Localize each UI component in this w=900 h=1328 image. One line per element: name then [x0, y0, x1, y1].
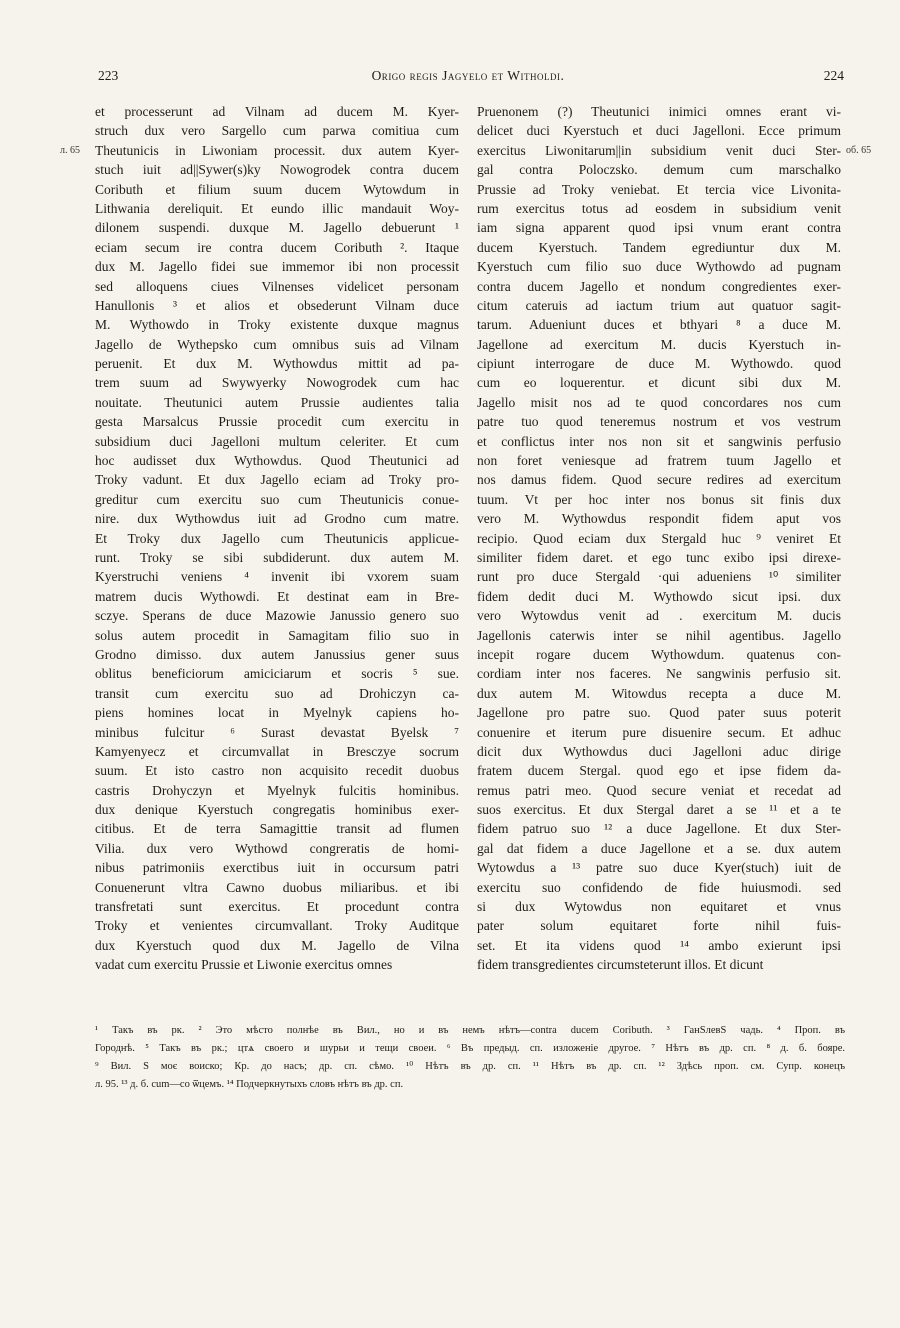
text-line: oblitus beneficiorum amiciciarum et socris ⁵ sue.	[95, 666, 459, 682]
text-line: patre tuo quod teneremus nostrum et vos vestrum	[477, 414, 841, 430]
text-line: fidem patruo suo ¹² a duce Jagellone. Et dux Ster-	[477, 821, 841, 837]
text-line: vadat cum exercitu Prussie et Liwonie exercitus omnes	[95, 957, 393, 973]
text-line: Hanullonis ³ et alios et obsederunt Vilnam duce	[95, 297, 459, 313]
text-line: greditur cum exercitu suo cum Theutunicis conue-	[95, 491, 459, 507]
text-line: Et Troky dux Jagello cum Theutunicis applicue-	[95, 530, 459, 546]
running-title: Origo regis Jagyelo et Witholdi.	[371, 68, 565, 83]
text-line: exercitu suo confidendo de fide huiusmodi. sed	[477, 879, 841, 895]
text-line: gal contra Poloczsko. demum cum marschalko	[477, 162, 841, 178]
text-line: struch dux vero Sargello cum parwa comitiua cum	[95, 123, 459, 139]
text-line: Troky et venientes circumvallant. Troky Auditque	[95, 918, 459, 934]
margin-note-right: об. 65	[846, 145, 872, 156]
text-line: eciam secum ire contra ducem Coributh ². Itaque	[95, 239, 459, 255]
text-line: suos exercitus. Et dux Stergal daret a se ¹¹ et a te	[477, 802, 841, 818]
text-line: nire. dux Wythowdus iuit ad Grodno cum matre.	[95, 511, 459, 527]
text-line: sed alloquens ciues Vilnenses videlicet personam	[95, 278, 459, 294]
text-line: recipio. Quod eciam dux Stergald huc ⁹ veniret Et	[477, 530, 841, 546]
footnote-line: ⁹ Вил. Ѕ моє воиско; Кр. до насъ; др. сп. сѣмо. ¹⁰ Нѣтъ въ др. сп. ¹¹ Нѣтъ въ др. сп. ¹² Здѣсь проп. см. Супр. конецъ	[95, 1061, 845, 1072]
text-line: nibus patrimoniis exerctibus iuit in occursum patri	[95, 860, 459, 876]
text-line: fratem ducem Stergal. quod ego et ipse fidem da-	[477, 763, 841, 779]
text-line: nos damus fidem. Quod secure redires ad exercitum	[477, 472, 841, 488]
page-number-left: 223	[98, 68, 119, 83]
right-text-column	[477, 102, 841, 975]
text-line: tuum. Vt per hoc inter nos bonus sit finis dux	[477, 491, 841, 507]
text-line: minibus fulcitur ⁶ Surast devastat Byelsk ⁷	[95, 724, 459, 740]
text-line: Troky vadunt. Et dux Jagello eciam ad Troky pro-	[95, 472, 459, 488]
text-line: exercitus Liwonitarum||in subsidium venit duci Ster-	[477, 142, 841, 158]
footnotes	[95, 1022, 845, 1094]
text-line: rum exercitus totus ad eosdem in subsidium venit	[477, 200, 841, 216]
text-line: Lithwania dereliquit. Et eundo illic mandauit Woy-	[95, 200, 459, 216]
text-line: cipiunt interrogare de duce M. Wythowdo. quod	[477, 356, 841, 372]
text-line: vero M. Wythowdus respondit fidem aput vos	[477, 511, 841, 527]
text-line: dux denique Kyerstuch congregatis hominibus exer-	[95, 802, 459, 818]
text-line: transit cum exercitu suo ad Drohiczyn ca-	[95, 685, 459, 701]
text-line: fidem dedit duci M. Wythowdo sicut ipsi. dux	[477, 588, 841, 604]
page-number-right: 224	[823, 68, 844, 83]
footnote-line: Городнѣ. ⁵ Такъ въ рк.; цтѧ своего и шурьи и тещи своеи. ⁶ Въ предыд. сп. изложеніе другое. ⁷ Нѣтъ въ др. сп. ⁸ д. б. бояре.	[95, 1043, 845, 1054]
text-line: dilonem suspendi. duxque M. Jagello debuerunt ¹	[95, 220, 459, 236]
text-line: sczye. Sperans de duce Mazowie Janussio genero suo	[95, 608, 459, 624]
text-line: peruenit. Et dux M. Wythowdus mittit ad pa-	[95, 356, 459, 372]
text-line: Prussie ad Troky veniebat. Et tercia vice Livonita-	[477, 181, 841, 197]
text-line: pater solum equitaret forte nihil fuis-	[477, 918, 841, 934]
text-line: transfretati sunt exercitus. Et procedunt contra	[95, 899, 459, 915]
text-line: tarum. Adueniunt duces et bthyari ⁸ a duce M.	[477, 317, 841, 333]
text-line: suum. Et isto castro non acquisito recedit duobus	[95, 763, 459, 779]
text-line: gal dat fidem a duce Jagellone et a se. dux autem	[477, 840, 841, 856]
text-line: piens homines locat in Myelnyk capiens ho-	[95, 705, 459, 721]
text-line: et processerunt ad Vilnam ad ducem M. Kyer-	[95, 104, 459, 119]
text-line: cum eo loquerentur. et dicunt sibi dux M.	[477, 375, 841, 391]
text-line: castris Drohyczyn et Myelnyk fulcitis hominibus.	[95, 782, 459, 798]
text-line: gesta Marsalcus Prussie procedit cum exercitu in	[95, 414, 459, 430]
text-line: similiter fidem daret. et ego tunc exibo ipsi direxe-	[477, 549, 841, 565]
footnote-line: л. 95. ¹³ д. б. cum—со ѿцемъ. ¹⁴ Подчеркнутыхъ словъ нѣтъ въ др. сп.	[95, 1079, 404, 1090]
text-line: solus autem procedit in Samagitam filio suo in	[95, 627, 459, 643]
margin-note-left: л. 65	[60, 145, 80, 156]
footnote-line: ¹ Такъ въ рк. ² Это мѣсто полнѣе въ Вил., но и въ немъ нѣтъ—contra ducem Coributh. ³ ГанЅлевЅ чадь. ⁴ Проп. въ	[95, 1025, 845, 1036]
text-line: Coributh et filium suum ducem Wytowdum in	[95, 181, 459, 197]
text-line: Jagello de Wythepsko cum omnibus suis ad Vilnam	[95, 336, 459, 352]
text-line: Theutunicis in Liwoniam processit. dux autem Kyer-	[95, 142, 459, 158]
text-line: Grodno dimisso. dux autem Janussius gener suus	[95, 646, 459, 662]
text-line: citibus. Et de terra Samagittie transit ad flumen	[95, 821, 459, 837]
text-line: Wytowdus a ¹³ patre suo duce Kyer(stuch) iuit de	[477, 860, 841, 876]
text-line: incepit rogare ducem Wythowdum. quatenus con-	[477, 646, 841, 662]
text-line: Jagellone ad exercitum M. ducis Kyerstuch in-	[477, 336, 841, 352]
text-line: cordiam inter nos faceres. Ne sangwinis perfusio sit.	[477, 666, 841, 682]
text-line: fidem transgredientes circumsteterunt illos. Et dicunt	[477, 957, 764, 973]
text-line: Kyerstruchi veniens ⁴ invenit ibi vxorem suam	[95, 569, 459, 585]
text-line: citum cateruis ad iactum trium aut quatuor sagit-	[477, 297, 841, 313]
text-line: Jagellone pro patre suo. Quod pater suus poterit	[477, 705, 841, 721]
text-line: matrem ducis Wythowdi. Et destinat eam in Bre-	[95, 588, 459, 604]
text-line: dux Kyerstuch quod dux M. Jagello de Vilna	[95, 937, 459, 953]
text-line: runt pro duce Stergald ·qui adueniens ¹⁰ similiter	[477, 569, 841, 585]
text-line: trem suum ad Swywyerky Nowogrodek cum hac	[95, 375, 459, 391]
text-line: dicit dux Wythowdus duci Jagelloni aduc dirige	[477, 743, 841, 759]
text-line: contra ducem Jagello et nondum congredientes exer-	[477, 278, 841, 294]
text-line: nouitate. Theutunici autem Prussie audientes talia	[95, 394, 459, 410]
text-line: set. Et ita videns quod ¹⁴ ambo exierunt ipsi	[477, 937, 841, 953]
text-line: Jagellonis caterwis inter se nihil agentibus. Jagello	[477, 627, 841, 643]
text-line: ducem Kyerstuch. Tandem egrediuntur dux M.	[477, 239, 841, 255]
left-text-column	[95, 102, 459, 975]
text-line: runt. Troky se sibi subdiderunt. dux autem M.	[95, 549, 459, 565]
text-line: iam signa apparent quod ipsi vnum erant contra	[477, 220, 841, 236]
text-line: Pruenonem (?) Theutunici inimici omnes erant vi-	[477, 104, 841, 119]
text-line: remus patri meo. Quod secure veniat et recedat ad	[477, 782, 841, 798]
text-line: delicet duci Kyerstuch et duci Jagelloni. Ecce primum	[477, 123, 841, 139]
text-line: stuch iuit ad||Sywer(s)ky Nowogrodek contra ducem	[95, 162, 459, 178]
text-line: conuenire et iterum pure disuenire secum. Et adhuc	[477, 724, 841, 740]
text-line: non foret veniesque ad fratrem tuum Jagello et	[477, 453, 841, 469]
page-header	[92, 66, 844, 86]
text-line: vero Wytowdus venit ad . exercitum M. ducis	[477, 608, 841, 624]
text-line: Kamyenyecz et circumvallat in Bresczye socrum	[95, 743, 459, 759]
text-line: hoc audisset dux Wythowdus. Quod Theutunici ad	[95, 453, 459, 469]
text-line: et conflictus inter nos non sit et sangwinis perfusio	[477, 433, 841, 449]
text-line: dux autem M. Witowdus recepta a duce M.	[477, 685, 841, 701]
text-line: Vilia. dux vero Wythowd congreratis de homi-	[95, 840, 459, 856]
text-line: si dux Wytowdus non equitaret et vnus	[477, 899, 841, 915]
text-line: subsidium duci Jagelloni multum celeriter. Et cum	[95, 433, 459, 449]
text-line: Kyerstuch cum filio suo duce Wythowdo ad pugnam	[477, 259, 841, 275]
text-line: M. Wythowdo in Troky existente duxque magnus	[95, 317, 459, 333]
text-line: Conuenerunt vltra Cawno duobus miliaribus. et ibi	[95, 879, 459, 895]
text-line: Jagello misit nos ad te quod concordares nos cum	[477, 394, 841, 410]
text-line: dux M. Jagello fidei sue immemor ibi non processit	[95, 259, 459, 275]
